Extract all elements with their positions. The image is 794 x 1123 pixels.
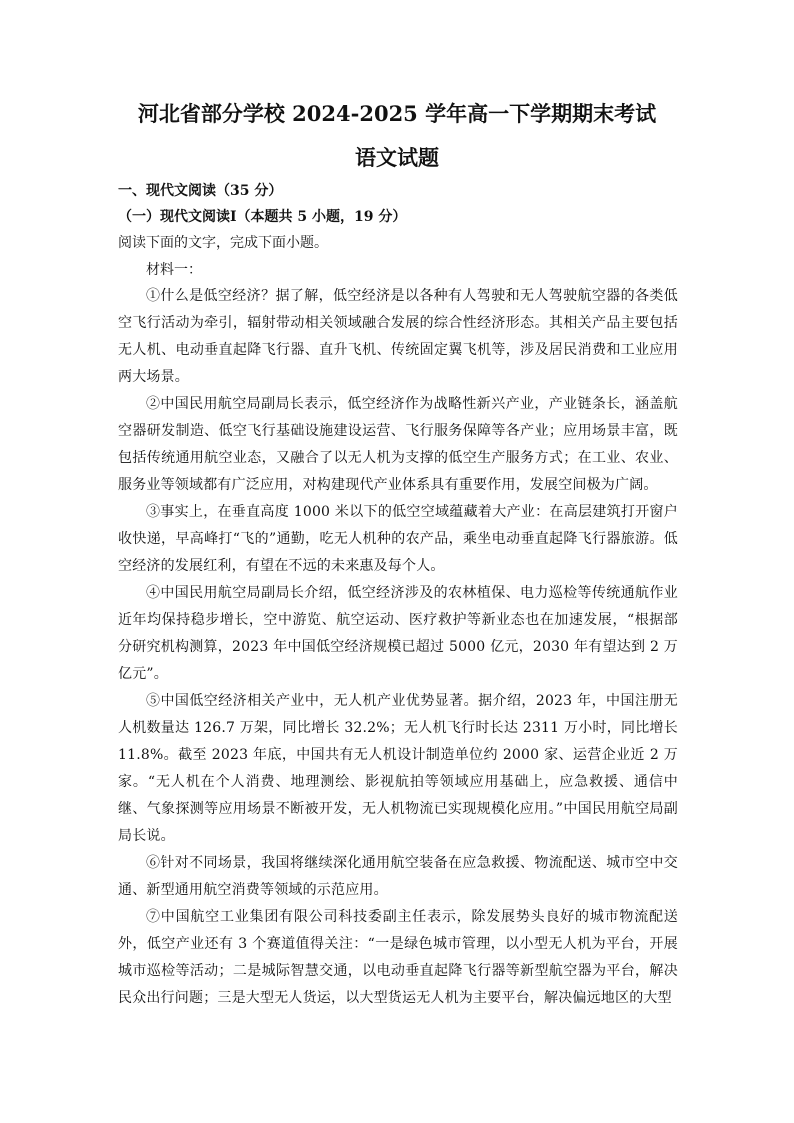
paragraph-1: ①什么是低空经济？据了解，低空经济是以各种有人驾驶和无人驾驶航空器的各类低空飞行活动为牵引，辐射带动相关领域融合发展的综合性经济形态。其相关产品主要包括无人机、电动垂直起降飞行器、直升飞机、传统固定翼飞机等，涉及居民消费和工业应用两大场景。 xyxy=(118,288,678,385)
exam-title: 河北省部分学校 2024-2025 学年高一下学期期末考试 xyxy=(137,101,657,126)
article-body xyxy=(118,283,678,1012)
paragraph-4: ④中国民用航空局副局长介绍，低空经济涉及的农林植保、电力巡检等传统通航作业近年均保持稳步增长，空中游览、航空运动、医疗救护等新业态也在加速发展，“根据部分研究机构测算，2023 年中国低空经济规模已超过 5000 亿元，2030 年有望达到 2 万亿元”。 xyxy=(118,585,678,682)
paragraph-7: ⑦中国航空工业集团有限公司科技委副主任表示，除发展势头良好的城市物流配送外，低空产业还有 3 个赛道值得关注：“一是绿色城市管理，以小型无人机为平台，开展城市巡检等活动；二是城际智慧交通，以电动垂直起降飞行器等新型航空器为平台，解决民众出行问题；三是大型无人货运，以大型货运无人机为主要平台，解决偏远地区的大型 xyxy=(118,909,678,1006)
exam-subtitle: 语文试题 xyxy=(355,145,439,170)
instruction-text: 阅读下面的文字，完成下面小题。 xyxy=(118,235,328,251)
material-label: 材料一： xyxy=(146,262,202,278)
paragraph-5: ⑤中国低空经济相关产业中，无人机产业优势显著。据介绍，2023 年，中国注册无人机数量达 126.7 万架，同比增长 32.2%；无人机飞行时长达 2311 万小时，同比增长 11.8%。截至 2023 年底，中国共有无人机设计制造单位约 2000 家、运营企业近 2 万家。“无人机在个人消费、地理测绘、影视航拍等领域应用基础上，应急救援、通信中继、气象探测等应用场景不断被开发，无人机物流已实现规模化应用。”中国民用航空局副局长说。 xyxy=(118,693,678,844)
paragraph-2: ②中国民用航空局副局长表示，低空经济作为战略性新兴产业，产业链条长，涵盖航空器研发制造、低空飞行基础设施建设运营、飞行服务保障等各产业；应用场景丰富，既包括传统通用航空业态，又融合了以无人机为支撑的低空生产服务方式；在工业、农业、服务业等领域都有广泛应用，对构建现代产业体系具有重要作用，发展空间极为广阔。 xyxy=(118,396,678,493)
subsection-heading: （一）现代文阅读Ⅰ（本题共 5 小题，19 分） xyxy=(118,209,407,225)
paragraph-3: ③事实上，在垂直高度 1000 米以下的低空空域蕴藏着大产业：在高层建筑打开窗户收快递，早高峰打“飞的”通勤，吃无人机种的农产品，乘坐电动垂直起降飞行器旅游。低空经济的发展红利，有望在不远的未来惠及每个人。 xyxy=(118,504,678,574)
section-heading: 一、现代文阅读（35 分） xyxy=(118,183,283,199)
paragraph-6: ⑥针对不同场景，我国将继续深化通用航空装备在应急救援、物流配送、城市空中交通、新型通用航空消费等领域的示范应用。 xyxy=(118,855,678,898)
